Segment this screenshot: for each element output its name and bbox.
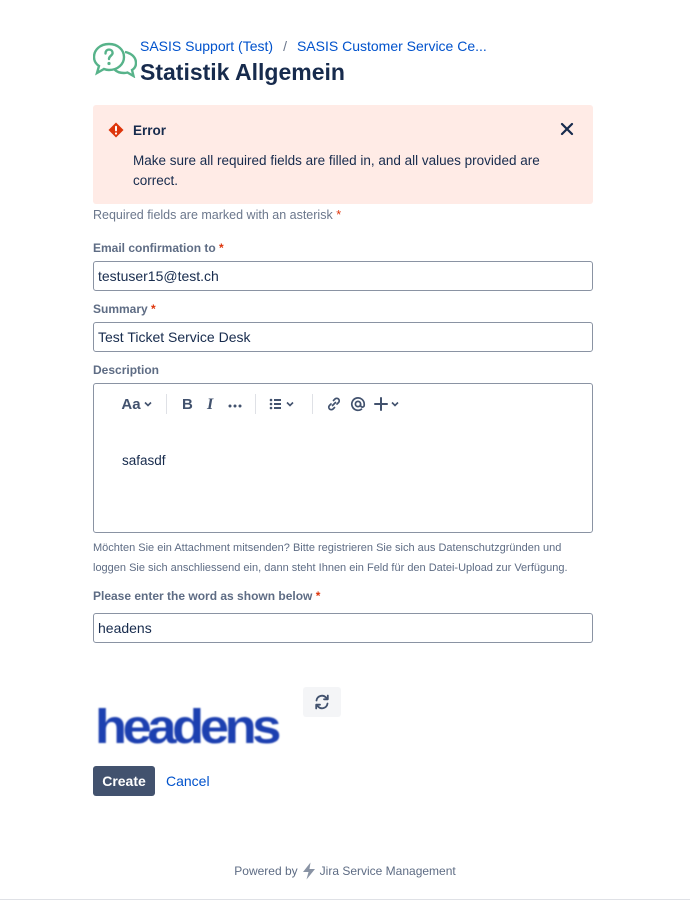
breadcrumb-separator: /: [283, 38, 287, 54]
text-style-dropdown[interactable]: [120, 394, 154, 414]
captcha-image: [93, 683, 283, 755]
email-label-text: Email confirmation to: [93, 241, 216, 255]
description-editor[interactable]: [93, 383, 593, 533]
description-label: Description: [93, 363, 160, 377]
error-title: Error: [133, 123, 167, 138]
captcha-label-text: Please enter the word as shown below: [93, 589, 313, 603]
error-icon: [108, 122, 124, 138]
portal-header: [93, 36, 593, 88]
required-asterisk: *: [336, 208, 342, 222]
captcha-label: [93, 589, 320, 603]
link-icon[interactable]: [324, 394, 344, 414]
powered-by-text: Powered by: [234, 864, 298, 878]
summary-label-text: Summary: [93, 302, 148, 316]
toolbar-divider: [255, 394, 256, 414]
toolbar-divider: [312, 394, 313, 414]
svg-text:B: B: [182, 396, 193, 413]
email-label: [93, 241, 224, 255]
text-style-label: Aa: [121, 395, 141, 413]
required-asterisk: *: [315, 589, 321, 603]
bullet-list-icon[interactable]: [267, 394, 299, 414]
close-icon[interactable]: [557, 119, 577, 139]
summary-label: [93, 302, 156, 316]
breadcrumb-service-center-link[interactable]: SASIS Customer Service Ce...: [296, 38, 487, 54]
bottom-divider: [0, 899, 690, 900]
product-name[interactable]: Jira Service Management: [319, 864, 456, 878]
required-note-text: Required fields are marked with an asterisk: [93, 208, 333, 222]
editor-toolbar: [94, 384, 592, 424]
chevron-down-icon: [143, 399, 153, 409]
error-message: Make sure all required fields are filled in, and all values provided are correct.: [133, 153, 540, 188]
insert-plus-icon[interactable]: [373, 394, 403, 414]
breadcrumb: [140, 38, 487, 54]
required-fields-note: [93, 208, 341, 222]
mention-icon[interactable]: [348, 394, 368, 414]
required-asterisk: *: [219, 241, 224, 255]
cancel-link[interactable]: Cancel: [166, 773, 210, 789]
refresh-captcha-icon[interactable]: [303, 687, 341, 717]
captcha-word: headens: [95, 701, 280, 754]
attachment-hint: Möchten Sie ein Attachment mitsenden? Bitte registrieren Sie sich aus Datenschutzgründen und loggen Sie sich anschliessend ein, dann steht Ihnen ein Feld für den Datei-Upload zur Verfügung.: [93, 542, 568, 574]
summary-field[interactable]: [93, 322, 593, 352]
lightning-bolt-icon: [301, 862, 317, 880]
email-field[interactable]: [93, 261, 593, 291]
required-asterisk: *: [151, 302, 156, 316]
footer: [0, 862, 690, 880]
breadcrumb-portal-link[interactable]: SASIS Support (Test): [140, 38, 274, 54]
error-banner: [93, 105, 593, 204]
svg-text:I: I: [207, 396, 214, 413]
help-bubbles-icon: [93, 42, 137, 78]
captcha-input[interactable]: [93, 613, 593, 643]
page-title: Statistik Allgemein: [140, 59, 345, 85]
bold-icon[interactable]: [178, 394, 196, 414]
description-text[interactable]: safasdf: [122, 453, 166, 468]
italic-icon[interactable]: [203, 394, 219, 414]
create-button[interactable]: Create: [93, 766, 155, 796]
more-formatting-icon[interactable]: [225, 394, 245, 414]
toolbar-divider: [166, 394, 167, 414]
